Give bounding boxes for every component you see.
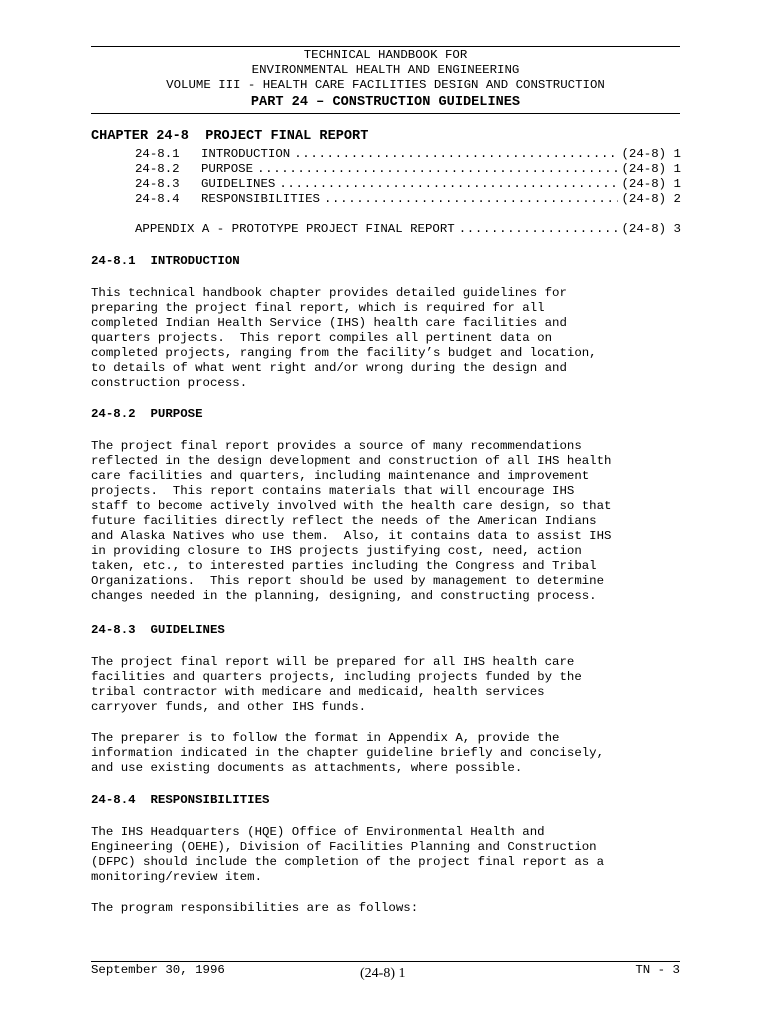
guidelines-paragraph-2: The preparer is to follow the format in Appendix A, provide the information indicated in the chapter guideline briefly and concisely, and use existing documents as attachments, where possible. <box>91 731 605 775</box>
toc-leader-dots <box>279 177 617 192</box>
toc-item[interactable] <box>135 147 681 162</box>
toc-page-ref: (24-8) 1 <box>621 162 681 176</box>
section-heading-guidelines: 24-8.3 GUIDELINES <box>91 623 225 637</box>
toc-label: PURPOSE <box>201 162 254 176</box>
toc-page-ref: (24-8) 3 <box>621 222 681 236</box>
toc-number: 24-8.2 <box>135 162 180 176</box>
toc-leader-dots <box>324 192 618 207</box>
toc-page-ref: (24-8) 1 <box>621 147 681 161</box>
toc-label: INTRODUCTION <box>201 147 291 161</box>
header-line-2: ENVIRONMENTAL HEALTH AND ENGINEERING <box>251 63 520 77</box>
footer-page-number: (24-8) 1 <box>360 966 406 981</box>
responsibilities-paragraph-2: The program responsibilities are as follows: <box>91 901 419 915</box>
guidelines-paragraph-1: The project final report will be prepared for all IHS health care facilities and quarters projects, including projects funded by the tribal contractor with medicare and medicaid, health services carryover funds, and other IHS funds. <box>91 655 582 714</box>
introduction-paragraph: This technical handbook chapter provides detailed guidelines for preparing the project final report, which is required for all completed Indian Health Service (IHS) health care facilities and quarters projects. This report compiles all pertinent data on completed projects, ranging from the facility’s budget and location, to details of what went right and/or wrong during the design and construction process. <box>91 286 597 390</box>
toc-item[interactable] <box>135 192 681 207</box>
section-heading-introduction: 24-8.1 INTRODUCTION <box>91 254 240 268</box>
toc-number: 24-8.4 <box>135 192 180 206</box>
toc-page-ref: (24-8) 2 <box>621 192 681 206</box>
toc-page-ref: (24-8) 1 <box>621 177 681 191</box>
toc-appendix-item[interactable] <box>135 222 681 237</box>
toc-number: 24-8.3 <box>135 177 180 191</box>
toc-leader-dots <box>257 162 617 177</box>
toc-label: RESPONSIBILITIES <box>201 192 320 206</box>
purpose-paragraph: The project final report provides a source of many recommendations reflected in the design development and construction of all IHS health care facilities and quarters, including maintenance and improvement projects. This report contains materials that will encourage IHS staff to become actively involved with the health care design, so that future facilities directly reflect the needs of the American Indians and Alaska Natives who use them. Also, it contains data to assist IHS in providing closure to IHS projects justifying cost, need, action taken, etc., to interested parties including the Congress and Tribal Organizations. This report should be used by management to determine changes needed in the planning, designing, and constructing process. <box>91 439 612 603</box>
toc-label: GUIDELINES <box>201 177 276 191</box>
footer-date: September 30, 1996 <box>91 963 225 977</box>
chapter-title: CHAPTER 24-8 PROJECT FINAL REPORT <box>91 129 369 144</box>
header-line-3: VOLUME III - HEALTH CARE FACILITIES DESIGN AND CONSTRUCTION <box>166 78 605 92</box>
toc-number: 24-8.1 <box>135 147 180 161</box>
responsibilities-paragraph-1: The IHS Headquarters (HQE) Office of Environmental Health and Engineering (OEHE), Division of Facilities Planning and Construction (DFPC) should include the completion of the project final report as a monitoring/review item. <box>91 825 605 884</box>
header-line-1: TECHNICAL HANDBOOK FOR <box>303 48 468 62</box>
header-bottom-rule <box>91 113 680 114</box>
toc-item[interactable] <box>135 162 681 177</box>
toc-leader-dots <box>459 222 618 237</box>
footer-rule <box>91 961 680 962</box>
section-heading-purpose: 24-8.2 PURPOSE <box>91 407 203 421</box>
part-title: PART 24 – CONSTRUCTION GUIDELINES <box>250 95 521 110</box>
table-of-contents <box>135 147 681 237</box>
footer-transmittal-notice: TN - 3 <box>635 963 680 977</box>
section-heading-responsibilities: 24-8.4 RESPONSIBILITIES <box>91 793 270 807</box>
toc-label: APPENDIX A - PROTOTYPE PROJECT FINAL REPORT <box>135 222 455 236</box>
top-rule <box>91 46 680 47</box>
toc-item[interactable] <box>135 177 681 192</box>
toc-leader-dots <box>294 147 617 162</box>
